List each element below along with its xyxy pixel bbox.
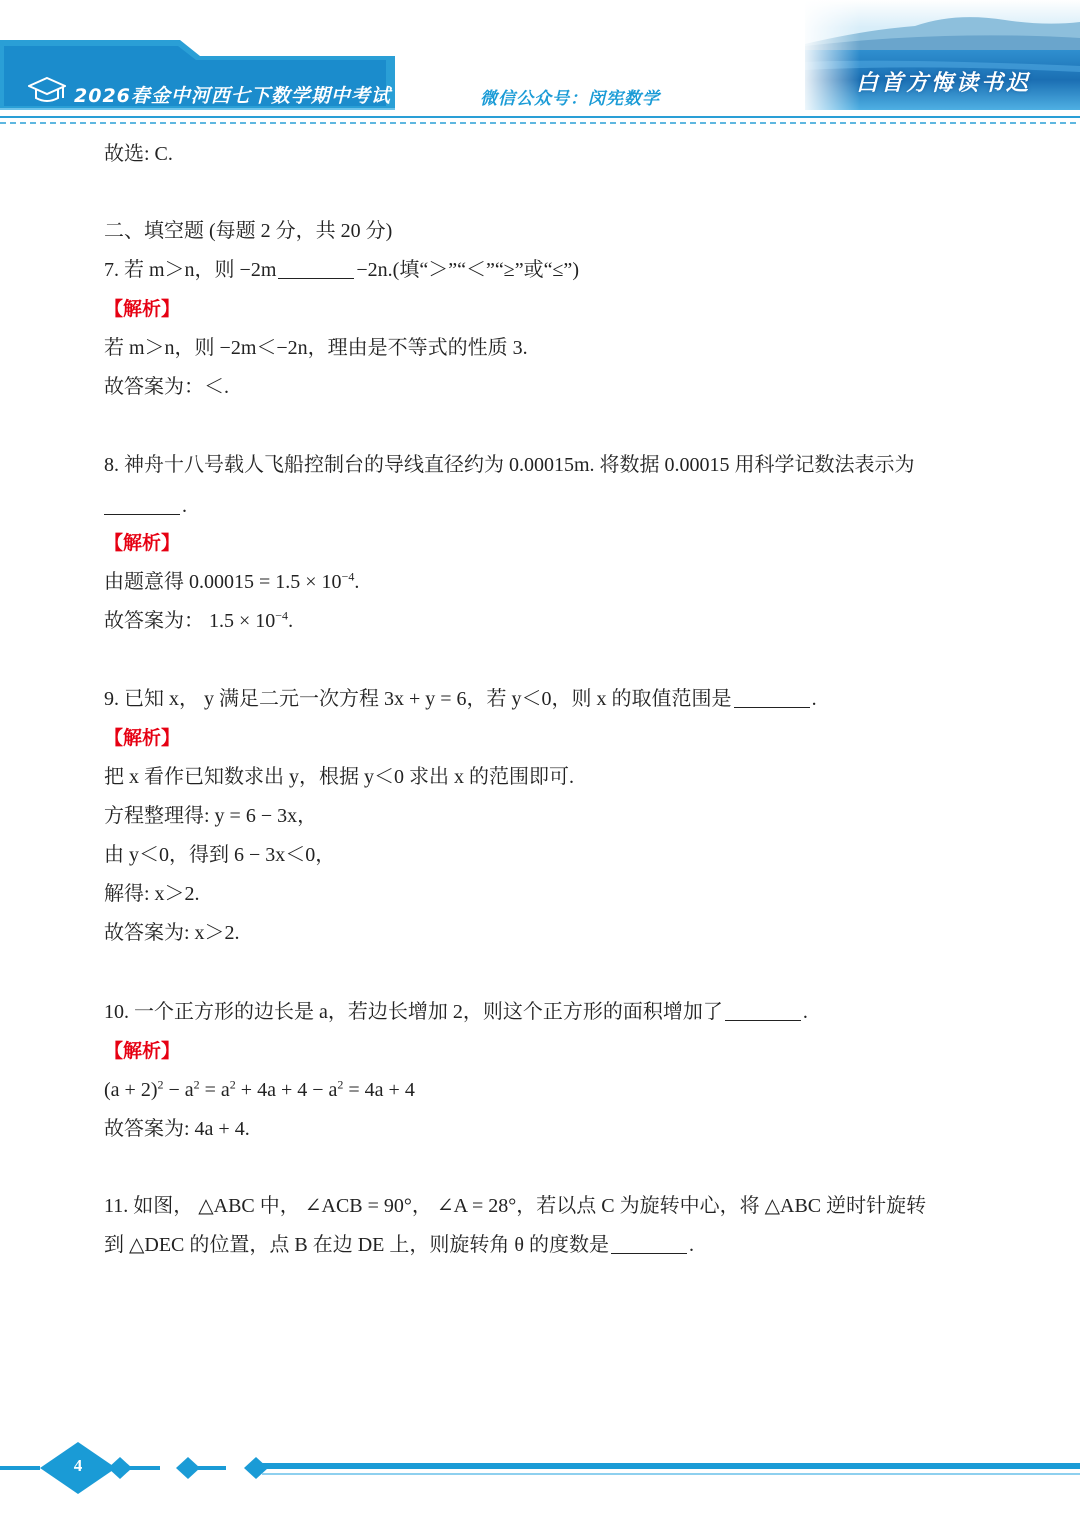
analysis-tag: [104, 1038, 180, 1064]
exponent: −4: [275, 608, 289, 623]
solution-text: = 4a + 4: [343, 1079, 415, 1101]
punctuation: .: [182, 495, 187, 517]
solution-text: (a + 2): [104, 1079, 158, 1101]
wechat-account: 微信公众号：闵宪数学: [480, 89, 660, 109]
analysis-label: 【解析】: [104, 532, 181, 554]
exponent: 2: [193, 1077, 200, 1092]
punctuation: .: [288, 610, 294, 632]
analysis-label: 【解析】: [104, 1040, 181, 1062]
solution-line: 解得: x＞2.: [104, 883, 200, 905]
solution-line: 方程整理得: y = 6 − 3x，: [104, 805, 318, 827]
answer-blank: [734, 687, 810, 708]
answer-blank: [725, 1000, 801, 1021]
graduation-cap-icon: [28, 76, 66, 106]
solution-text: = a: [199, 1079, 230, 1101]
question-11: 11. 如图， △ABC 中， ∠ACB = 90°， ∠A = 28°，若以点 C 为旋转中心，将 △ABC 逆时针旋转: [104, 1195, 927, 1217]
answer-blank: [611, 1233, 687, 1254]
answer-blank: [104, 494, 180, 515]
analysis-tag: [104, 530, 180, 556]
exponent: 2: [229, 1077, 236, 1092]
answer-line: 故答案为：＜.: [104, 376, 229, 398]
question-7: [104, 257, 579, 283]
section-heading: 二、填空题 (每题 2 分，共 20 分): [104, 220, 393, 242]
question-10: [104, 999, 808, 1025]
analysis-tag: [104, 296, 180, 322]
solution-line: [104, 1077, 415, 1103]
punctuation: .: [688, 1234, 694, 1256]
solution-text: + 4a + 4 − a: [235, 1079, 338, 1101]
question-text: 10. 一个正方形的边长是 a，若边长增加 2，则这个正方形的面积增加了: [104, 1001, 723, 1023]
punctuation: .: [811, 688, 817, 710]
header-divider: [0, 114, 1080, 126]
question-9: [104, 686, 817, 712]
answer-line: 故答案为: x＞2.: [104, 922, 240, 944]
answer-line: 故答案为: 4a + 4.: [104, 1118, 250, 1140]
solution-text: − a: [163, 1079, 194, 1101]
question-text: 9. 已知 x， y 满足二元一次方程 3x + y = 6，若 y＜0，则 x 的取值范围是: [104, 688, 732, 710]
exponent: 2: [337, 1077, 344, 1092]
page-footer-decoration: [0, 1430, 1080, 1510]
solution-line: 由 y＜0，得到 6 − 3x＜0，: [104, 844, 336, 866]
analysis-label: 【解析】: [104, 727, 181, 749]
header-slogan: 白首方悔读书迟: [856, 71, 1032, 96]
question-text: −2n.(填“＞”“＜”“≥”或“≤”): [356, 259, 579, 281]
answer-line: 故选: C.: [104, 143, 173, 165]
solution-line: [104, 569, 359, 595]
solution-line: 把 x 看作已知数求出 y，根据 y＜0 求出 x 的范围即可.: [104, 766, 574, 788]
question-11-continued: [104, 1232, 694, 1258]
question-8: 8. 神舟十八号载人飞船控制台的导线直径约为 0.00015m. 将数据 0.00015 用科学记数法表示为: [104, 454, 915, 476]
question-text: 到 △DEC 的位置，点 B 在边 DE 上，则旋转角 θ 的度数是: [104, 1234, 609, 1256]
answer-line: [104, 608, 293, 634]
solution-text: 由题意得 0.00015 = 1.5 × 10: [104, 571, 342, 593]
solution-line: 若 m＞n，则 −2m＜−2n，理由是不等式的性质 3.: [104, 337, 528, 359]
analysis-label: 【解析】: [104, 298, 181, 320]
punctuation: .: [802, 1001, 808, 1023]
question-text: 7. 若 m＞n，则 −2m: [104, 259, 277, 281]
punctuation: .: [354, 571, 360, 593]
answer-text: 故答案为： 1.5 × 10: [104, 610, 276, 632]
exam-title: 2026春金中河西七下数学期中考试: [74, 85, 391, 107]
page-header: [0, 0, 1080, 130]
answer-blank: [278, 258, 354, 279]
analysis-tag: [104, 725, 180, 751]
page-number: 4: [73, 1456, 83, 1475]
question-8-blank-line: [104, 493, 187, 519]
exponent: 2: [157, 1077, 164, 1092]
exponent: −4: [341, 569, 355, 584]
